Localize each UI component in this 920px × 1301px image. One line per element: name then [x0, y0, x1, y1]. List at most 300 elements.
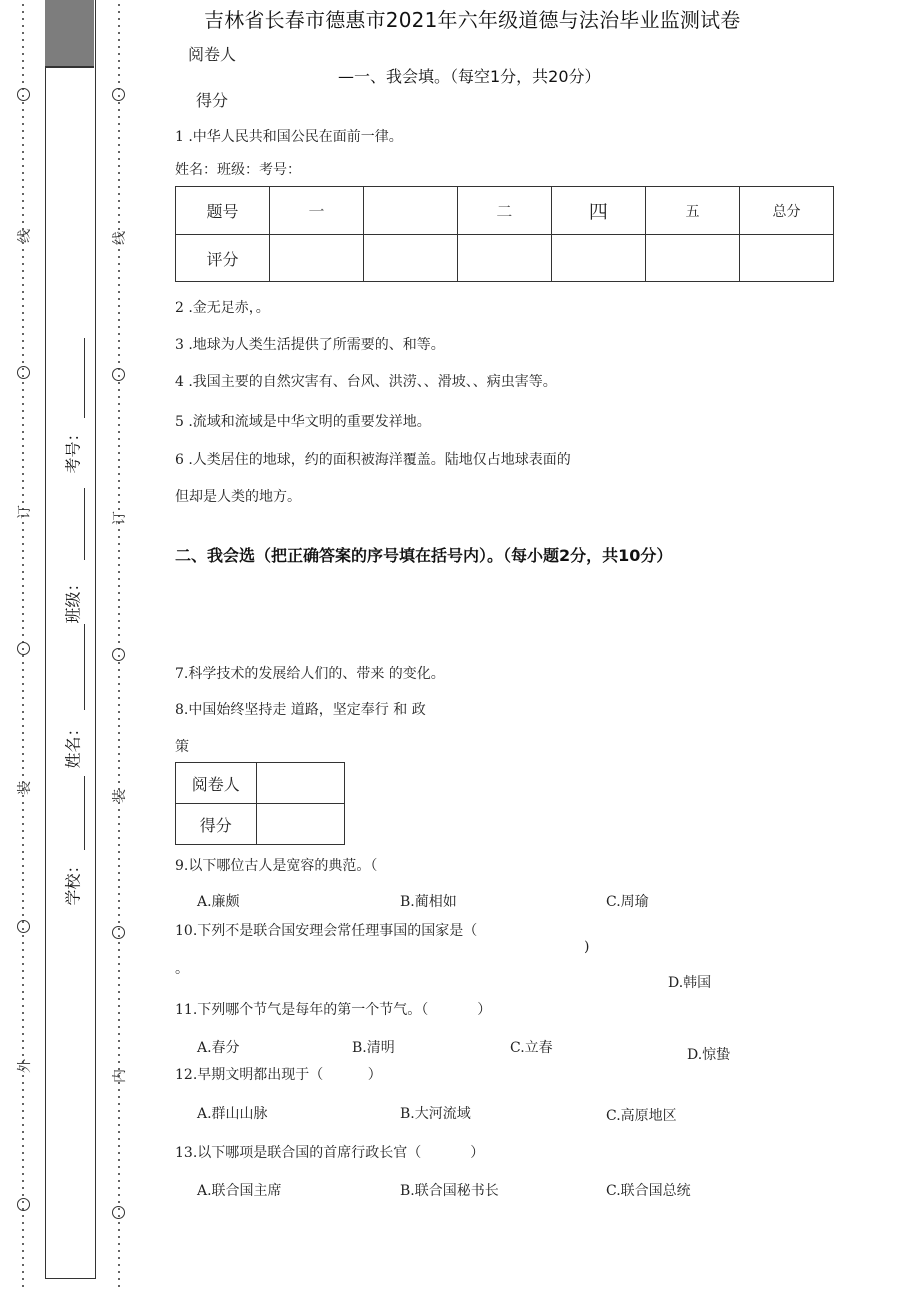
binding-dot — [118, 634, 120, 636]
binding-dot — [22, 1187, 24, 1189]
binding-dot — [118, 1271, 120, 1273]
binding-dot — [118, 53, 120, 55]
binding-dot — [118, 956, 120, 958]
binding-dot — [118, 963, 120, 965]
binding-dot — [118, 1026, 120, 1028]
binding-dot — [118, 662, 120, 664]
binding-dot — [118, 466, 120, 468]
binding-dot — [118, 1047, 120, 1049]
question-13: 13.以下哪项是联合国的首席行政长官（ ） — [175, 1145, 485, 1161]
binding-dot — [118, 816, 120, 818]
binding-dot — [22, 627, 24, 629]
binding-dot — [22, 942, 24, 944]
binding-dot — [22, 179, 24, 181]
binding-dot — [118, 501, 120, 503]
binding-dot — [22, 900, 24, 902]
binding-dot — [22, 851, 24, 853]
question-8-continued: 策 — [175, 739, 189, 755]
question-10-dot: 。 — [175, 961, 189, 977]
q13-option-a[interactable]: A.联合国主席 — [197, 1183, 282, 1199]
binding-dot — [118, 291, 120, 293]
binding-dot — [22, 1145, 24, 1147]
binding-dot — [118, 1222, 120, 1224]
exam-number-blank[interactable] — [84, 338, 85, 418]
binding-dot — [118, 158, 120, 160]
binding-dot — [118, 739, 120, 741]
binding-dot — [22, 319, 24, 321]
binding-dot — [22, 74, 24, 76]
binding-dot — [118, 333, 120, 335]
binding-dot — [22, 893, 24, 895]
binding-dot — [22, 697, 24, 699]
binding-dot — [22, 1180, 24, 1182]
binding-dot — [118, 256, 120, 258]
binding-dot — [22, 431, 24, 433]
binding-dot — [118, 1264, 120, 1266]
binding-dot — [22, 1047, 24, 1049]
margin-char-staple: 订 — [112, 511, 128, 525]
binding-dot — [118, 431, 120, 433]
score-table-col-1: 一 — [270, 187, 364, 235]
binding-dot — [22, 1082, 24, 1084]
binding-dot — [22, 634, 24, 636]
binding-dot — [22, 410, 24, 412]
binding-dot — [22, 466, 24, 468]
binding-dot — [118, 1012, 120, 1014]
binding-dot — [22, 732, 24, 734]
binding-dot — [22, 977, 24, 979]
binding-dot — [22, 620, 24, 622]
binding-dot — [118, 949, 120, 951]
binding-dot — [118, 704, 120, 706]
margin-char-line: 线 — [17, 229, 33, 243]
binding-dot — [118, 1278, 120, 1280]
binding-dot — [22, 550, 24, 552]
binding-dot — [118, 1131, 120, 1133]
binding-dot — [22, 305, 24, 307]
binding-dot — [118, 900, 120, 902]
binding-dot — [118, 732, 120, 734]
binding-dot — [22, 725, 24, 727]
binding-dot — [22, 991, 24, 993]
binding-dot — [118, 417, 120, 419]
binding-dotted-line-inner — [118, 0, 122, 1290]
binding-dot — [22, 473, 24, 475]
score-label: 得分 — [196, 91, 229, 110]
binding-dot — [22, 970, 24, 972]
reviewer-cell[interactable] — [256, 763, 344, 804]
binding-dot — [22, 746, 24, 748]
binding-dot — [118, 319, 120, 321]
binding-dot — [118, 214, 120, 216]
binding-dot — [118, 781, 120, 783]
binding-hole-icon — [17, 920, 30, 933]
score-cell[interactable] — [364, 235, 458, 282]
binding-dot — [22, 32, 24, 34]
binding-dot — [22, 718, 24, 720]
question-9: 9.以下哪位古人是宽容的典范。（ — [175, 858, 378, 874]
binding-dot — [118, 991, 120, 993]
binding-dot — [22, 1054, 24, 1056]
binding-dot — [22, 1264, 24, 1266]
binding-hole-icon — [112, 1206, 125, 1219]
binding-dot — [118, 1159, 120, 1161]
binding-dot — [118, 620, 120, 622]
binding-dot — [22, 1089, 24, 1091]
binding-dot — [22, 172, 24, 174]
binding-hole-icon — [112, 926, 125, 939]
binding-dot — [118, 340, 120, 342]
binding-dot — [118, 396, 120, 398]
binding-dot — [22, 1012, 24, 1014]
binding-dot — [118, 4, 120, 6]
binding-dot — [118, 228, 120, 230]
question-2: 2 .金无足赤，。 — [175, 300, 270, 316]
binding-dot — [118, 1166, 120, 1168]
binding-dot — [118, 585, 120, 587]
margin-char-outside: 外 — [17, 1059, 33, 1073]
binding-dot — [22, 270, 24, 272]
binding-dot — [22, 284, 24, 286]
binding-dot — [118, 557, 120, 559]
binding-dot — [118, 424, 120, 426]
binding-dot — [118, 1285, 120, 1287]
binding-dot — [22, 1110, 24, 1112]
binding-dot — [22, 165, 24, 167]
binding-dot — [118, 67, 120, 69]
binding-dot — [118, 879, 120, 881]
binding-dot — [118, 487, 120, 489]
binding-dot — [22, 249, 24, 251]
binding-dot — [118, 865, 120, 867]
binding-dot — [22, 963, 24, 965]
q13-option-b[interactable]: B.联合国秘书长 — [400, 1183, 499, 1199]
binding-dot — [118, 886, 120, 888]
binding-dot — [22, 669, 24, 671]
binding-dot — [22, 585, 24, 587]
binding-dot — [22, 438, 24, 440]
binding-dot — [118, 823, 120, 825]
binding-dot — [118, 403, 120, 405]
binding-dot — [22, 1166, 24, 1168]
binding-dot — [118, 186, 120, 188]
binding-dot — [22, 186, 24, 188]
margin-char-inside: 内 — [112, 1069, 128, 1083]
binding-dot — [22, 53, 24, 55]
binding-dot — [22, 830, 24, 832]
binding-dot — [118, 116, 120, 118]
score-cell[interactable] — [551, 235, 645, 282]
binding-dot — [118, 564, 120, 566]
q10-option-d[interactable]: D.韩国 — [668, 975, 712, 991]
binding-dot — [22, 81, 24, 83]
binding-dot — [22, 760, 24, 762]
student-info-strip — [45, 0, 96, 1279]
q9-option-b[interactable]: B.蔺相如 — [400, 894, 457, 910]
binding-dot — [118, 123, 120, 125]
exam-number-label: 考号： — [63, 425, 83, 474]
binding-dot — [22, 340, 24, 342]
binding-dot — [22, 767, 24, 769]
binding-dot — [118, 81, 120, 83]
question-6: 6 .人类居住的地球，约的面积被海洋覆盖。陆地仅占地球表面的 — [175, 452, 571, 468]
binding-dot — [118, 760, 120, 762]
q11-option-c[interactable]: C.立春 — [510, 1040, 553, 1056]
binding-dot — [22, 361, 24, 363]
binding-dot — [22, 67, 24, 69]
binding-dot — [22, 606, 24, 608]
binding-dot — [118, 32, 120, 34]
binding-dot — [22, 137, 24, 139]
binding-dot — [22, 1285, 24, 1287]
binding-dot — [118, 221, 120, 223]
binding-dot — [22, 949, 24, 951]
binding-dot — [118, 1180, 120, 1182]
binding-hole-icon — [112, 88, 125, 101]
binding-dot — [22, 1026, 24, 1028]
binding-dot — [118, 25, 120, 27]
binding-dot — [22, 711, 24, 713]
binding-dot — [118, 578, 120, 580]
binding-dot — [118, 676, 120, 678]
question-5: 5 .流域和流域是中华文明的重要发祥地。 — [175, 414, 431, 430]
binding-dot — [22, 4, 24, 6]
reviewer-table-label: 阅卷人 — [176, 763, 257, 804]
binding-hole-icon — [17, 1198, 30, 1211]
q9-option-a[interactable]: A.廉颇 — [197, 894, 240, 910]
question-6-continued: 但却是人类的地方。 — [175, 489, 301, 505]
binding-dot — [118, 599, 120, 601]
binding-dot — [118, 914, 120, 916]
binding-dot — [118, 1033, 120, 1035]
name-blank[interactable] — [84, 624, 85, 710]
binding-dot — [118, 347, 120, 349]
binding-dot — [118, 1187, 120, 1189]
q11-option-b[interactable]: B.清明 — [352, 1040, 395, 1056]
binding-dot — [22, 158, 24, 160]
binding-dot — [22, 823, 24, 825]
binding-dot — [22, 1215, 24, 1217]
binding-dot — [22, 739, 24, 741]
binding-dot — [22, 998, 24, 1000]
binding-dot — [22, 480, 24, 482]
binding-dot — [118, 753, 120, 755]
score-cell[interactable] — [270, 235, 364, 282]
binding-dot — [22, 312, 24, 314]
binding-dot — [118, 613, 120, 615]
binding-dot — [118, 970, 120, 972]
score-table-col-2: 二 — [457, 187, 551, 235]
binding-dot — [118, 438, 120, 440]
binding-dot — [118, 46, 120, 48]
binding-dot — [22, 1138, 24, 1140]
q11-option-d[interactable]: D.惊蛰 — [687, 1047, 731, 1063]
binding-dot — [118, 102, 120, 104]
binding-hole-icon — [17, 642, 30, 655]
binding-dot — [22, 487, 24, 489]
binding-hole-icon — [112, 648, 125, 661]
binding-dot — [118, 1243, 120, 1245]
school-label: 学校： — [63, 857, 83, 906]
binding-dot — [118, 690, 120, 692]
binding-dot — [22, 1152, 24, 1154]
q9-option-c[interactable]: C.周瑜 — [606, 894, 649, 910]
binding-dot — [118, 445, 120, 447]
binding-dot — [118, 977, 120, 979]
binding-dot — [118, 1040, 120, 1042]
q12-option-a[interactable]: A.群山山脉 — [197, 1106, 268, 1122]
reviewer-label: 阅卷人 — [188, 45, 237, 64]
binding-dot — [118, 1005, 120, 1007]
binding-dot — [22, 690, 24, 692]
score-table-row-label: 评分 — [176, 235, 270, 282]
binding-dot — [22, 200, 24, 202]
binding-dot — [22, 1222, 24, 1224]
binding-dot — [22, 557, 24, 559]
section-two-heading: 二、我会选（把正确答案的序号填在括号内）。（每小题2分，共10分） — [175, 546, 673, 565]
binding-dot — [22, 655, 24, 657]
binding-dot — [22, 1271, 24, 1273]
binding-dot — [118, 473, 120, 475]
binding-dot — [22, 214, 24, 216]
binding-dot — [118, 109, 120, 111]
binding-dot — [22, 18, 24, 20]
binding-dot — [118, 410, 120, 412]
binding-dot — [118, 1054, 120, 1056]
score-cell[interactable] — [457, 235, 551, 282]
binding-dot — [22, 452, 24, 454]
reviewer-table — [175, 762, 345, 845]
binding-hole-icon — [112, 368, 125, 381]
binding-dot — [22, 1124, 24, 1126]
binding-dot — [22, 1019, 24, 1021]
binding-dot — [118, 508, 120, 510]
binding-dot — [22, 102, 24, 104]
binding-dot — [22, 599, 24, 601]
binding-dot — [118, 830, 120, 832]
score-cell[interactable] — [645, 235, 739, 282]
binding-dot — [22, 592, 24, 594]
binding-dot — [22, 403, 24, 405]
binding-dot — [118, 354, 120, 356]
binding-dot — [22, 347, 24, 349]
binding-dot — [22, 333, 24, 335]
q13-option-c[interactable]: C.联合国总统 — [606, 1183, 691, 1199]
binding-dot — [118, 592, 120, 594]
binding-dot — [118, 305, 120, 307]
binding-dot — [118, 746, 120, 748]
binding-dot — [118, 11, 120, 13]
binding-dot — [118, 172, 120, 174]
binding-dot — [118, 1194, 120, 1196]
binding-dot — [22, 109, 24, 111]
strip-header-block — [45, 0, 94, 68]
binding-dot — [118, 452, 120, 454]
binding-dot — [22, 1243, 24, 1245]
binding-dot — [22, 872, 24, 874]
binding-dot — [22, 151, 24, 153]
binding-dot — [118, 1173, 120, 1175]
binding-dot — [22, 389, 24, 391]
score-cell[interactable] — [739, 235, 833, 282]
margin-char-staple: 订 — [17, 505, 33, 519]
binding-dot — [22, 25, 24, 27]
score-cell[interactable] — [256, 804, 344, 845]
binding-dot — [22, 123, 24, 125]
binding-dot — [118, 1110, 120, 1112]
binding-dot — [22, 858, 24, 860]
binding-dot — [118, 1019, 120, 1021]
question-7: 7.科学技术的发展给人们的、带来 的变化。 — [175, 666, 445, 682]
exam-title: 吉林省长春市德惠市2021年六年级道德与法治毕业监测试卷 — [204, 8, 741, 32]
binding-dot — [22, 60, 24, 62]
binding-dot — [22, 1117, 24, 1119]
binding-dot — [118, 60, 120, 62]
binding-dot — [118, 270, 120, 272]
score-table-col-total: 总分 — [739, 187, 833, 235]
binding-dot — [22, 501, 24, 503]
binding-dot — [118, 144, 120, 146]
binding-dot — [22, 1033, 24, 1035]
binding-hole-icon — [17, 366, 30, 379]
binding-dot — [22, 613, 24, 615]
q12-option-c[interactable]: C.高原地区 — [606, 1108, 677, 1124]
binding-dot — [22, 984, 24, 986]
binding-dot — [118, 606, 120, 608]
q12-option-b[interactable]: B.大河流域 — [400, 1106, 471, 1122]
binding-dot — [22, 354, 24, 356]
binding-dot — [118, 1089, 120, 1091]
binding-dot — [22, 11, 24, 13]
binding-dot — [118, 1103, 120, 1105]
binding-dot — [118, 494, 120, 496]
binding-dot — [118, 130, 120, 132]
binding-dot — [118, 207, 120, 209]
binding-dot — [118, 312, 120, 314]
binding-dot — [22, 291, 24, 293]
score-table-header-label: 题号 — [176, 187, 270, 235]
binding-dot — [22, 1005, 24, 1007]
binding-dot — [118, 361, 120, 363]
binding-dot — [118, 711, 120, 713]
binding-dot — [22, 130, 24, 132]
binding-dot — [22, 935, 24, 937]
binding-dot — [118, 1096, 120, 1098]
binding-dot — [118, 697, 120, 699]
score-table-col-5: 五 — [645, 187, 739, 235]
binding-dot — [22, 543, 24, 545]
binding-dot — [22, 1173, 24, 1175]
score-table-col-blank — [364, 187, 458, 235]
question-1: 1 .中华人民共和国公民在面前一律。 — [175, 129, 403, 145]
score-table-label: 得分 — [176, 804, 257, 845]
binding-dot — [22, 816, 24, 818]
binding-dot — [118, 893, 120, 895]
binding-dot — [118, 998, 120, 1000]
binding-dot — [22, 417, 24, 419]
binding-dot — [22, 1236, 24, 1238]
q11-option-a[interactable]: A.春分 — [197, 1040, 240, 1056]
binding-dot — [118, 851, 120, 853]
binding-dot — [118, 298, 120, 300]
binding-dot — [118, 1117, 120, 1119]
school-blank[interactable] — [84, 776, 85, 850]
class-blank[interactable] — [84, 488, 85, 560]
binding-dot — [22, 277, 24, 279]
binding-dot — [118, 1229, 120, 1231]
binding-dot — [22, 774, 24, 776]
binding-dot — [118, 284, 120, 286]
